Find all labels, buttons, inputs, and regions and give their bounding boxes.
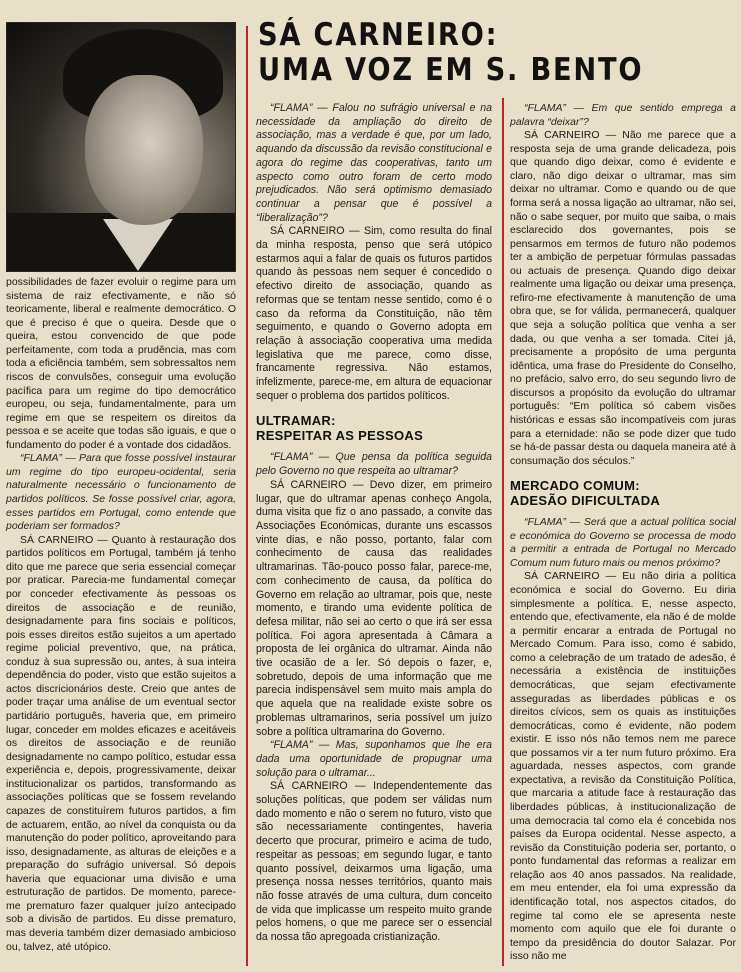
section-heading-line: ADESÃO DIFICULTADA — [510, 493, 661, 509]
title-line: UMA VOZ EM S. BENTO — [258, 52, 644, 88]
title-line: SÁ CARNEIRO: — [258, 17, 499, 53]
article-title — [258, 18, 672, 88]
column-divider-red — [502, 98, 504, 966]
portrait-photo — [6, 22, 236, 272]
interview-answer: SÁ CARNEIRO — Eu não diria a política económica e social do Governo. Eu diria simplesmente a política. E, nesse aspecto, entendo que, efectivamente, ela não é de molde a permitir encarar a entrada de Portugal no Mercado Comum. Para isso, como é sabido, como a celebração de um tratado de adesão, é necessária a existência de instituições democráticas, que sejam efectivamente asseguradas as liberdades públicas e os direitos cívicos, sem os quais as instituições democráticas, como é evidente, não podem existir. E isso nós não temos nem me parece que possamos vir a ter num futuro próximo. Era aguardada, nesses aspectos, com grande expectativa, a revisão da Constituição Política, que marcaria a atitude face à restauração das liberdades públicas, à institucionalização de uma democracia tal como ela é concebida nos países da Europa ocidental. Nesse aspecto, a revisão da Constituição poderia ser, portanto, o ponto fundamental das reformas a realizar em relação aos 40 anos passados. Na realidade, em meu entender, ela foi uma expressão da identificação total, nos aspectos citados, do regime tal como ele se apresenta neste momento com aquilo que ele foi durante o tempo da presidência do doutor Salazar. Por isso não me — [510, 570, 736, 963]
column-2 — [256, 102, 492, 945]
interview-answer: SÁ CARNEIRO — Independentemente das soluções políticas, que podem ser válidas num dado momento e não o serem no futuro, visto que são necessariamente contingentes, haveria decerto que procurar, primeiro e acima de tudo, respeitar as pessoas; em segundo lugar, e tanto quanto possível, deixarmos uma ligação, uma presença nossa nesses territórios, quanto mais não fosse através de uma cultura, dum conceito de vida que implicasse um respeito muito grande pelos homens, o que me parece ser o essencial da nossa tão apregoada cristianização. — [256, 780, 492, 944]
section-heading — [256, 413, 492, 443]
column-3 — [510, 102, 736, 964]
interview-answer: SÁ CARNEIRO — Devo dizer, em primeiro lugar, que do ultramar apenas conheço Angola, duma visita que fiz o ano passado, a convite das Associações Económicas, durante uns escassos vinte dias, e não posso, portanto, falar com conhecimento de causa das realidades ultramarinas. Tão-pouco posso falar, parece-me, com conhecimento de causa, da política do Governo em relação ao ultramar, pois que, neste momento, e tirando uma evidente política de defesa militar, não sei ao certo o que irá ser essa política. Foi agora apresentada à Câmara a proposta de lei orgânica do ultramar. Ainda não tive ocasião de a ler. Só depois o fazer, e, sobretudo, depois de uma informação que me parecia indispensável sem muito mais ampla do que aquela que na realidade existe sobre os problemas ultramarinos, seria possível um juízo sobre a política ultramarina do Governo. — [256, 478, 492, 738]
column-divider-red — [246, 26, 248, 966]
interviewer-question: “FLAMA” — Falou no sufrágio universal e na necessidade da ampliação do direito de associação, mas a verdade é que, por um lado, aquando da discussão da revisão constitucional e agora do regime das cooperativas, tanto um aspecto como outro foram de certo modo prejudicados. Não será optimismo demasiado continuar a pensar que é possível a “liberalização”? — [256, 102, 492, 224]
interviewer-question: “FLAMA” — Será que a actual política social e económica do Governo se processa de modo a permitir a entrada de Portugal no Mercado Comum num futuro mais ou menos próximo? — [510, 516, 736, 569]
interviewer-question: “FLAMA” — Em que sentido emprega a palavra “deixar”? — [510, 102, 736, 128]
interview-answer: SÁ CARNEIRO — Não me parece que a resposta seja de uma grande delicadeza, pois que quando digo deixar, como é evidente e claro, não digo deixar o ultramar, mas sim deixar no ultramar. Como e quando ou de que forma será a nossa ligação ao ultramar, não sei, não o sabe sequer, por muito que saiba, o mais esclarecido dos governantes, pois se pensarmos em termos de futuro não podemos ter a ambição de perpetuar fórmulas passadas ou actuais de presença. Quando digo deixar realmente uma ligação ou deixar uma presença, refiro-me efectivamente à manutenção de uma obra que, se for válida, permanecerá, qualquer que seja a solução política que venha a ser dada, ou que venha a ser tomada. Citei já, precisamente a propósito de uma pergunta idêntica, uma frase do Presidente do Conselho, no prefácio, salvo erro, do seu segundo livro de discursos a propósito da evolução do ultramar português: “Em política só cabem visões históricas e essas são incompatíveis com juras para a eternidade: não se pode dizer que tudo se há-de passar desta ou daquela maneira até à consumação dos séculos.” — [510, 129, 736, 467]
interviewer-question: “FLAMA” — Mas, suponhamos que lhe era dada uma oportunidade de propugnar uma solução para o ultramar... — [256, 739, 492, 779]
interview-answer: possibilidades de fazer evoluir o regime para um sistema de raiz efectivamente, e não só teoricamente, liberal e realmente democrático. O que é preciso é que o queira. Desde que o queira, estou convencido de que pode perfeitamente, com toda a prudência, mas com toda a eficiência também, sem sobressaltos nem riscos de convulsões, conseguir uma evolução pacífica para um regime do tipo democrático europeu, ou seja, fundamentalmente, para um regime em que se respeitem os direitos da pessoa e se aceite que todas são iguais, e que o fundamento do poder é a vontade dos cidadãos. — [6, 276, 236, 451]
section-heading — [510, 478, 736, 508]
section-heading-line: MERCADO COMUM: — [510, 478, 640, 494]
interview-answer: SÁ CARNEIRO — Quanto à restauração dos partidos políticos em Portugal, também já tenho dito que me parece que seria essencial começar por praticar. Parecia-me fundamental começar por conceder efectivamente às pessoas os direitos de associação e de reunião, designadamente para fins sociais e políticos, pois esses direitos estão sujeitos a um apertado regime policial preventivo, que, na prática, conduz à sua supressão ou, antes, à sua inteira dependência do poder, visto que estão sujeitos a actos discricionários deste. Creio que antes de poder traçar uma análise de um eventual sector partidário português, haveria que, em primeiro lugar, conceder em moldes eficazes e aceitáveis os direitos de associação e de reunião designadamente no campo político, estudar essa experiência e, depois, progressivamente, deixar institucionalizar os partidos, transformando as associações políticas que se fossem revelando capazes de constituírem futuros partidos, a fim de actuarem, então, ao nível da conquista ou da manutenção do poder político, aproveitando para isso, designadamente, as alturas de eleições e a preparação do sufrágio universal. Só depois haveria que equacionar uma divisão e uma estruturação de partidos. De momento, parece-me prematuro fazer qualquer juízo antecipado sob a divisão de partidos. Eu disse prematuro, mas deveria também dizer demasiado ambicioso ou, talvez, até utópico. — [6, 533, 236, 953]
interviewer-question: “FLAMA” — Que pensa da política seguida pelo Governo no que respeita ao ultramar? — [256, 451, 492, 478]
section-heading-line: ULTRAMAR: — [256, 413, 336, 429]
column-1 — [6, 276, 236, 954]
interviewer-question: “FLAMA” — Para que fosse possível instaurar um regime do tipo europeu-ocidental, seria naturalmente necessário o funcionamento de partidos políticos. Se fosse possível criar, agora, esses partidos em Portugal, como entende que poderiam ser formados? — [6, 452, 236, 533]
section-heading-line: RESPEITAR AS PESSOAS — [256, 428, 424, 444]
interview-answer: SÁ CARNEIRO — Sim, como resulta do final da minha resposta, penso que será utópico estarmos aqui a falar de quais os futuros partidos quando às pessoas nem sequer é concedido o efectivo direito de associação, quando as reformas que se tentam nesse sentido, como é o caso da reforma da Constituição, não têm seguimento, e quando o Governo adopta em relação à associação cooperativa uma medida legislativa que me parece, como disse, francamente regressiva. Não estamos, infelizmente, parece-me, em altura de equacionar sequer o problema dos partidos políticos. — [256, 225, 492, 402]
